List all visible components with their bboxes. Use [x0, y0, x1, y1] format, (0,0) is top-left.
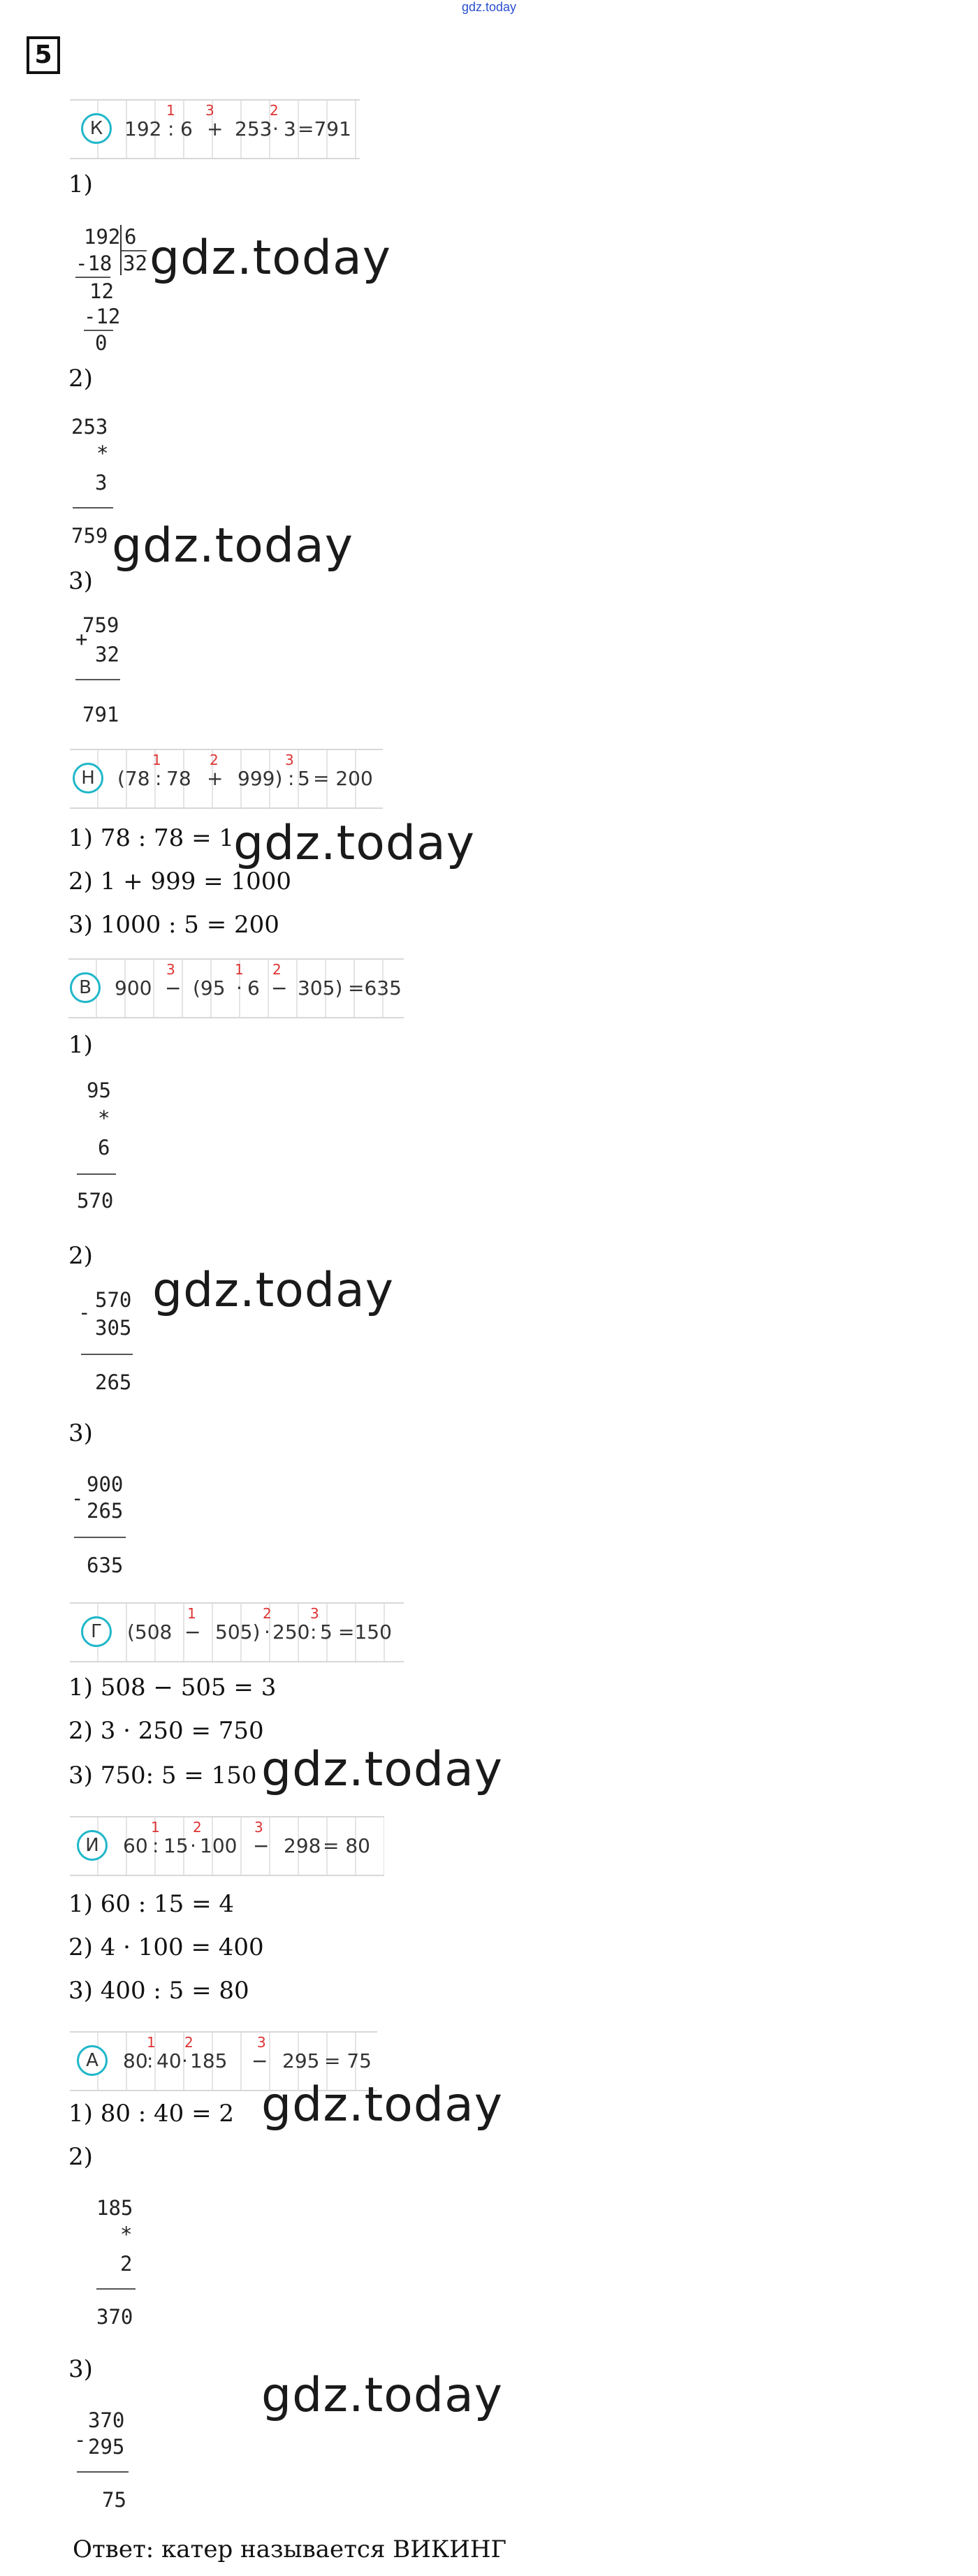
- expression-v: [68, 958, 404, 1018]
- step-label: 2): [68, 365, 93, 393]
- step-line: 2) 1 + 999 = 1000: [68, 868, 291, 895]
- div-rule: [75, 277, 110, 278]
- column-operand: 185: [96, 2196, 133, 2220]
- expression-n: [70, 749, 383, 809]
- column-rule: [74, 1537, 126, 1538]
- expr-part: :: [310, 1620, 317, 1644]
- expr-result: =150: [338, 1620, 392, 1644]
- order-mark: 2: [210, 752, 219, 768]
- step-line: 1) 80 : 40 = 2: [68, 2100, 235, 2128]
- column-operand: 32: [95, 643, 119, 666]
- column-rule: [73, 507, 113, 508]
- column-rule: [81, 1354, 133, 1355]
- order-mark: 2: [263, 1605, 272, 1622]
- column-operand: 900: [87, 1472, 124, 1496]
- expr-part: ·: [190, 1834, 196, 1857]
- column-operand: 305: [95, 1316, 132, 1340]
- column-rule: [77, 2471, 129, 2473]
- column-rule: [77, 1173, 116, 1175]
- column-operator: *: [120, 2223, 133, 2246]
- expr-part: ·: [182, 2049, 188, 2072]
- expr-part: ·: [264, 1620, 270, 1644]
- step-label: 3): [68, 1419, 93, 1447]
- expr-part: 253: [235, 117, 272, 140]
- site-header-link[interactable]: gdz.today: [461, 0, 517, 14]
- expr-part: 192: [124, 117, 162, 140]
- expr-part: ·: [236, 976, 242, 1000]
- order-mark: 2: [272, 961, 282, 978]
- expression-g: [70, 1602, 404, 1662]
- div-divisor: 6: [124, 225, 137, 249]
- expr-part: 5: [320, 1620, 333, 1644]
- order-mark: 1: [235, 961, 244, 978]
- expr-part: :: [155, 767, 162, 790]
- expr-part: −: [165, 976, 182, 1000]
- expr-part: 298: [284, 1834, 321, 1857]
- column-operand: 95: [87, 1078, 111, 1102]
- column-result: 265: [95, 1370, 132, 1394]
- column-operator: +: [75, 627, 88, 651]
- expr-result: =791: [298, 117, 351, 140]
- expr-result: = 200: [313, 767, 373, 790]
- expression-i: [70, 1816, 384, 1876]
- column-operator: *: [98, 1106, 110, 1130]
- letter-badge-k: К: [81, 113, 112, 144]
- expr-part: (78: [117, 767, 150, 790]
- watermark: gdz.today: [152, 1263, 394, 1318]
- expr-part: :: [168, 117, 175, 140]
- step-line: 3) 400 : 5 = 80: [68, 1977, 249, 2005]
- watermark: gdz.today: [261, 2368, 503, 2423]
- step-line: 2) 4 · 100 = 400: [68, 1933, 264, 1961]
- expr-part: 505): [215, 1620, 261, 1644]
- expr-part: −: [253, 1834, 270, 1857]
- column-operand: 265: [87, 1499, 124, 1523]
- expr-part: (95: [193, 976, 226, 1000]
- column-operator: *: [96, 441, 109, 465]
- step-line: 1) 60 : 15 = 4: [68, 1890, 235, 1918]
- expr-part: 6: [180, 117, 193, 140]
- watermark: gdz.today: [112, 518, 353, 573]
- column-result: 635: [87, 1553, 124, 1577]
- expr-part: 40: [156, 2049, 182, 2072]
- watermark: gdz.today: [149, 230, 391, 286]
- order-mark: 3: [205, 102, 214, 119]
- expr-part: 3: [284, 117, 296, 140]
- watermark: gdz.today: [261, 1742, 503, 1797]
- column-rule: [75, 679, 120, 680]
- column-result: 759: [71, 524, 108, 548]
- expr-part: :: [147, 2049, 154, 2072]
- step-line: 3) 750: 5 = 150: [68, 1762, 257, 1790]
- column-operand: 6: [98, 1136, 110, 1159]
- letter-badge-a: А: [77, 2045, 108, 2076]
- div-subtract: -12: [84, 305, 121, 328]
- expr-part: −: [271, 976, 288, 1000]
- watermark: gdz.today: [261, 2077, 503, 2132]
- column-result: 791: [82, 703, 119, 726]
- order-mark: 3: [166, 961, 175, 978]
- order-mark: 1: [151, 1819, 160, 1836]
- column-result: 75: [102, 2488, 126, 2512]
- expr-part: 100: [200, 1834, 238, 1857]
- column-operand: 370: [88, 2408, 125, 2432]
- column-operand: 295: [88, 2435, 125, 2459]
- expr-part: 78: [166, 767, 191, 790]
- div-dividend: 192: [84, 225, 121, 249]
- order-mark: 3: [285, 752, 294, 768]
- letter-badge-v: В: [70, 972, 101, 1003]
- div-remainder: 12: [89, 279, 114, 303]
- order-mark: 3: [310, 1605, 319, 1622]
- step-label: 1): [68, 1031, 93, 1059]
- expr-part: 60: [123, 1834, 148, 1857]
- expr-part: 250: [272, 1620, 310, 1644]
- expr-part: (508: [127, 1620, 173, 1644]
- letter-badge-i: И: [77, 1830, 108, 1861]
- step-line: 1) 78 : 78 = 1: [68, 824, 235, 852]
- expr-part: +: [207, 117, 224, 140]
- order-mark: 2: [270, 102, 279, 119]
- expr-part: 900: [115, 976, 152, 1000]
- column-result: 370: [96, 2305, 133, 2329]
- column-result: 570: [77, 1189, 114, 1213]
- order-mark: 2: [193, 1819, 202, 1836]
- expr-part: 15: [163, 1834, 189, 1857]
- expr-result: = 75: [324, 2049, 372, 2072]
- expr-part: 999): [238, 767, 283, 790]
- expr-part: :: [152, 1834, 159, 1857]
- expr-part: 295: [282, 2049, 320, 2072]
- order-mark: 1: [152, 752, 161, 768]
- order-mark: 3: [257, 2034, 266, 2051]
- div-remainder: 0: [95, 331, 108, 355]
- expr-part: 6: [247, 976, 260, 1000]
- column-operand: 3: [95, 471, 108, 495]
- expr-part: ·: [272, 117, 279, 140]
- column-operator: -: [71, 1486, 84, 1510]
- step-line: 3) 1000 : 5 = 200: [68, 911, 279, 939]
- column-operand: 759: [82, 613, 119, 637]
- step-label: 2): [68, 2143, 93, 2171]
- expr-part: −: [251, 2049, 268, 2072]
- div-subtract: -18: [75, 251, 112, 275]
- column-operator: -: [78, 1301, 91, 1324]
- watermark: gdz.today: [233, 816, 475, 871]
- column-operand: 2: [120, 2252, 133, 2276]
- step-label: 2): [68, 1242, 93, 1270]
- step-line: 1) 508 − 505 = 3: [68, 1674, 277, 1702]
- expr-part: :: [288, 767, 295, 790]
- step-label: 3): [68, 567, 93, 595]
- expr-part: −: [184, 1620, 201, 1644]
- expr-part: 305): [298, 976, 343, 1000]
- expr-part: 5: [298, 767, 310, 790]
- expr-part: 185: [190, 2049, 228, 2072]
- answer-text: Ответ: катер называется ВИКИНГ: [73, 2535, 506, 2563]
- expr-result: = 80: [323, 1834, 370, 1857]
- order-mark: 1: [187, 1605, 196, 1622]
- letter-badge-n: Н: [73, 763, 103, 793]
- order-mark: 1: [166, 102, 175, 119]
- step-label: 3): [68, 2355, 93, 2383]
- step-line: 2) 3 · 250 = 750: [68, 1717, 264, 1745]
- column-rule: [96, 2288, 136, 2290]
- column-operator: -: [74, 2428, 87, 2452]
- order-mark: 2: [184, 2034, 194, 2051]
- order-mark: 3: [254, 1819, 263, 1836]
- expr-result: =635: [348, 976, 402, 1000]
- expr-part: +: [207, 767, 224, 790]
- expression-k: [70, 99, 360, 159]
- column-operand: 253: [71, 415, 108, 439]
- step-label: 1): [68, 170, 93, 198]
- column-operand: 570: [95, 1288, 132, 1312]
- letter-badge-g: Г: [81, 1616, 112, 1647]
- order-mark: 1: [147, 2034, 156, 2051]
- div-quotient: 32: [123, 251, 147, 275]
- expr-part: 80: [123, 2049, 148, 2072]
- task-number: 5: [27, 36, 60, 74]
